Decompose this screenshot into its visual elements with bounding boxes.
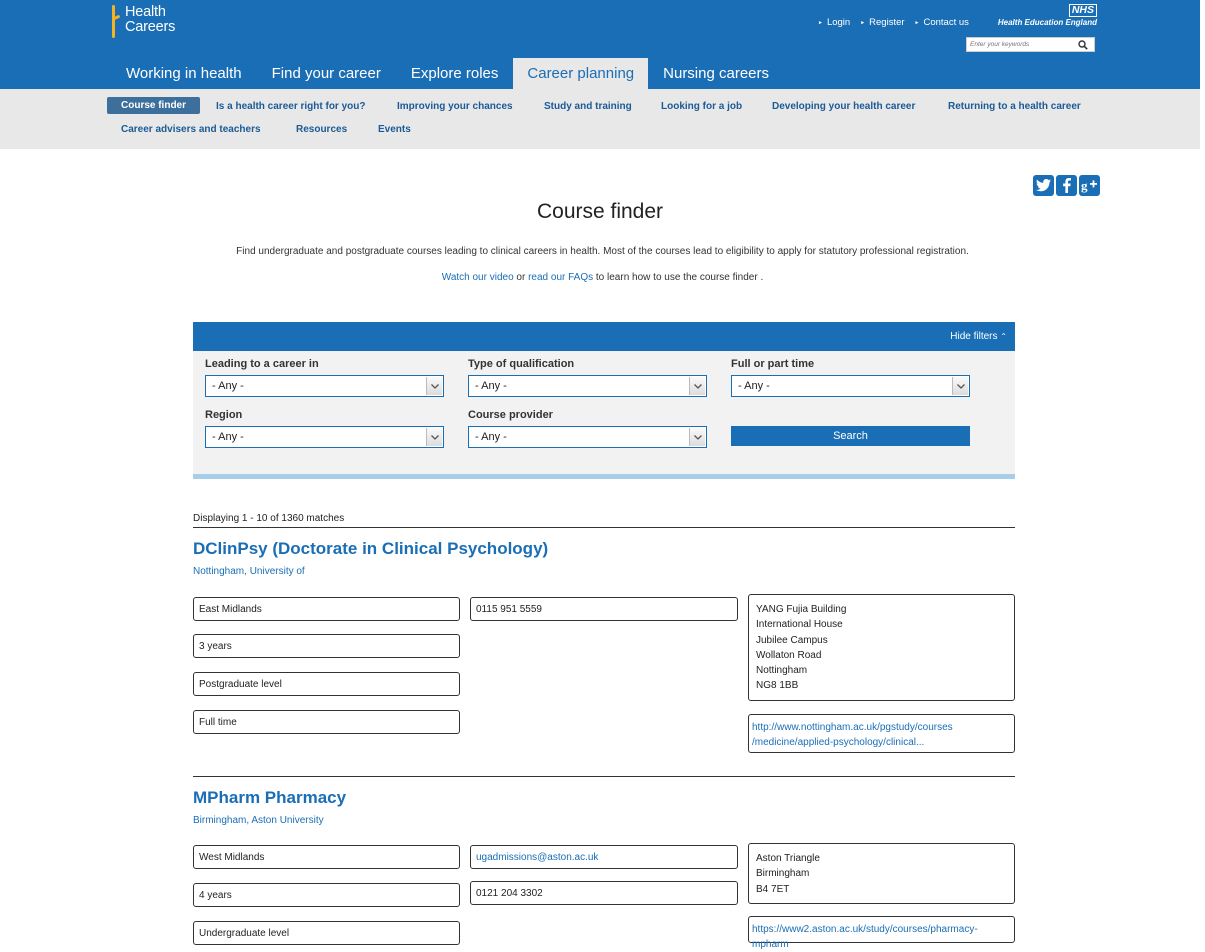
page-title: Course finder bbox=[536, 200, 664, 223]
qualification-filter-label: Type of qualification bbox=[468, 358, 575, 370]
main-nav bbox=[111, 58, 784, 89]
course-duration: 3 years bbox=[193, 634, 460, 658]
triangle-icon: ► bbox=[914, 19, 920, 26]
logo-text-line1: Health bbox=[125, 4, 166, 20]
subnav-health-career-right[interactable]: Is a health career right for you? bbox=[216, 101, 366, 112]
course-phone: 0115 951 5559 bbox=[470, 597, 738, 621]
top-links bbox=[818, 17, 969, 28]
search-input[interactable] bbox=[967, 41, 1075, 48]
career-select[interactable]: - Any - bbox=[205, 375, 444, 397]
triangle-icon: ► bbox=[818, 19, 823, 26]
subnav-study-training[interactable]: Study and training bbox=[544, 101, 632, 112]
subnav-course-finder[interactable]: Course finder bbox=[107, 97, 200, 114]
nav-working-in-health[interactable]: Working in health bbox=[126, 65, 242, 82]
provider-select[interactable]: - Any - bbox=[468, 426, 707, 448]
site-header bbox=[0, 0, 1200, 89]
nav-career-planning[interactable]: Career planning bbox=[513, 58, 648, 89]
subnav-events[interactable]: Events bbox=[378, 124, 411, 135]
filter-bar bbox=[193, 322, 1015, 351]
course-email-link[interactable]: ugadmissions@aston.ac.uk bbox=[470, 845, 738, 869]
course-address: Aston Triangle Birmingham B4 7ET bbox=[748, 843, 1015, 904]
triangle-icon: ► bbox=[860, 19, 866, 26]
course-title-link[interactable]: DClinPsy (Doctorate in Clinical Psychology) bbox=[193, 539, 549, 558]
chevron-down-icon bbox=[689, 428, 705, 446]
hee-label: Health Education England bbox=[997, 18, 1097, 27]
region-filter-label: Region bbox=[205, 409, 243, 421]
provider-filter-label: Course provider bbox=[468, 409, 553, 421]
mode-filter-label: Full or part time bbox=[731, 358, 815, 370]
intro-text: Find undergraduate and postgraduate courses leading to clinical careers in health. Most of the courses lead to eligibility to apply for statutory professional registration. bbox=[236, 246, 969, 257]
logo-mark-icon bbox=[110, 5, 120, 38]
course-level: Postgraduate level bbox=[193, 672, 460, 696]
qualification-select[interactable]: - Any - bbox=[468, 375, 707, 397]
nhs-badge: NHS bbox=[1069, 4, 1097, 17]
filter-panel bbox=[193, 351, 1015, 479]
logo-text-line2: Careers bbox=[125, 19, 176, 35]
divider bbox=[193, 776, 1015, 777]
mode-select[interactable]: - Any - bbox=[731, 375, 970, 397]
facebook-icon[interactable] bbox=[1056, 175, 1077, 196]
subnav-improving-chances[interactable]: Improving your chances bbox=[397, 101, 513, 112]
course-duration: 4 years bbox=[193, 883, 460, 907]
site-search bbox=[966, 37, 1095, 52]
nav-nursing-careers[interactable]: Nursing careers bbox=[663, 65, 770, 82]
read-faqs-link[interactable]: read our FAQs bbox=[528, 272, 594, 283]
course-phone: 0121 204 3302 bbox=[470, 881, 738, 905]
subnav-returning-career[interactable]: Returning to a health career bbox=[948, 101, 1081, 112]
career-filter-label: Leading to a career in bbox=[205, 358, 319, 370]
chevron-down-icon bbox=[426, 377, 442, 395]
results-summary: Displaying 1 - 10 of 1360 matches bbox=[193, 513, 345, 524]
subnav-looking-for-job[interactable]: Looking for a job bbox=[661, 101, 743, 112]
subnav-developing-career[interactable]: Developing your health career bbox=[772, 101, 916, 112]
login-link[interactable]: ► Login bbox=[818, 17, 851, 28]
course-title-link[interactable]: MPharm Pharmacy bbox=[193, 788, 347, 807]
course-url-link[interactable]: http://www.nottingham.ac.uk/pgstudy/courses /medicine/applied-psychology/clinical... bbox=[748, 714, 1015, 753]
region-select[interactable]: - Any - bbox=[205, 426, 444, 448]
subnav-career-advisers[interactable]: Career advisers and teachers bbox=[121, 124, 261, 135]
contact-us-link[interactable]: ► Contact us bbox=[914, 17, 969, 28]
or-text: or bbox=[513, 272, 529, 283]
nav-find-your-career[interactable]: Find your career bbox=[271, 65, 381, 82]
twitter-icon[interactable] bbox=[1033, 175, 1054, 196]
help-text bbox=[0, 272, 1205, 283]
svg-text:g: g bbox=[1081, 178, 1088, 193]
search-icon[interactable] bbox=[1075, 38, 1091, 51]
course-mode: Full time bbox=[193, 710, 460, 734]
health-careers-logo[interactable] bbox=[110, 5, 175, 39]
chevron-down-icon bbox=[426, 428, 442, 446]
course-url-link[interactable]: https://www2.aston.ac.uk/study/courses/pharmacy- mpharm bbox=[748, 916, 1015, 943]
watch-video-link[interactable]: Watch our video bbox=[441, 272, 514, 283]
course-address: YANG Fujia Building International House Jubilee Campus Wollaton Road Nottingham NG8 1BB bbox=[748, 594, 1015, 701]
nav-explore-roles[interactable]: Explore roles bbox=[410, 65, 499, 82]
sub-nav bbox=[0, 89, 1200, 149]
course-level: Undergraduate level bbox=[193, 921, 460, 945]
learn-text: to learn how to use the course finder . bbox=[593, 272, 764, 283]
subnav-resources[interactable]: Resources bbox=[296, 124, 348, 135]
divider bbox=[193, 527, 1015, 528]
course-provider-link[interactable]: Birmingham, Aston University bbox=[193, 815, 324, 826]
chevron-down-icon bbox=[689, 377, 705, 395]
course-provider-link[interactable]: Nottingham, University of bbox=[193, 566, 305, 577]
nhs-hee-logo[interactable] bbox=[998, 4, 1097, 27]
hide-filters-toggle[interactable]: Hide filters ⌃ bbox=[950, 331, 1007, 342]
course-region: West Midlands bbox=[193, 845, 460, 869]
chevron-down-icon bbox=[952, 377, 968, 395]
share-buttons bbox=[1033, 175, 1100, 196]
google-plus-icon[interactable] bbox=[1079, 175, 1100, 196]
register-link[interactable]: ► Register bbox=[860, 17, 905, 28]
course-region: East Midlands bbox=[193, 597, 460, 621]
caret-up-icon: ⌃ bbox=[1000, 332, 1007, 341]
search-button[interactable]: Search bbox=[731, 426, 970, 446]
